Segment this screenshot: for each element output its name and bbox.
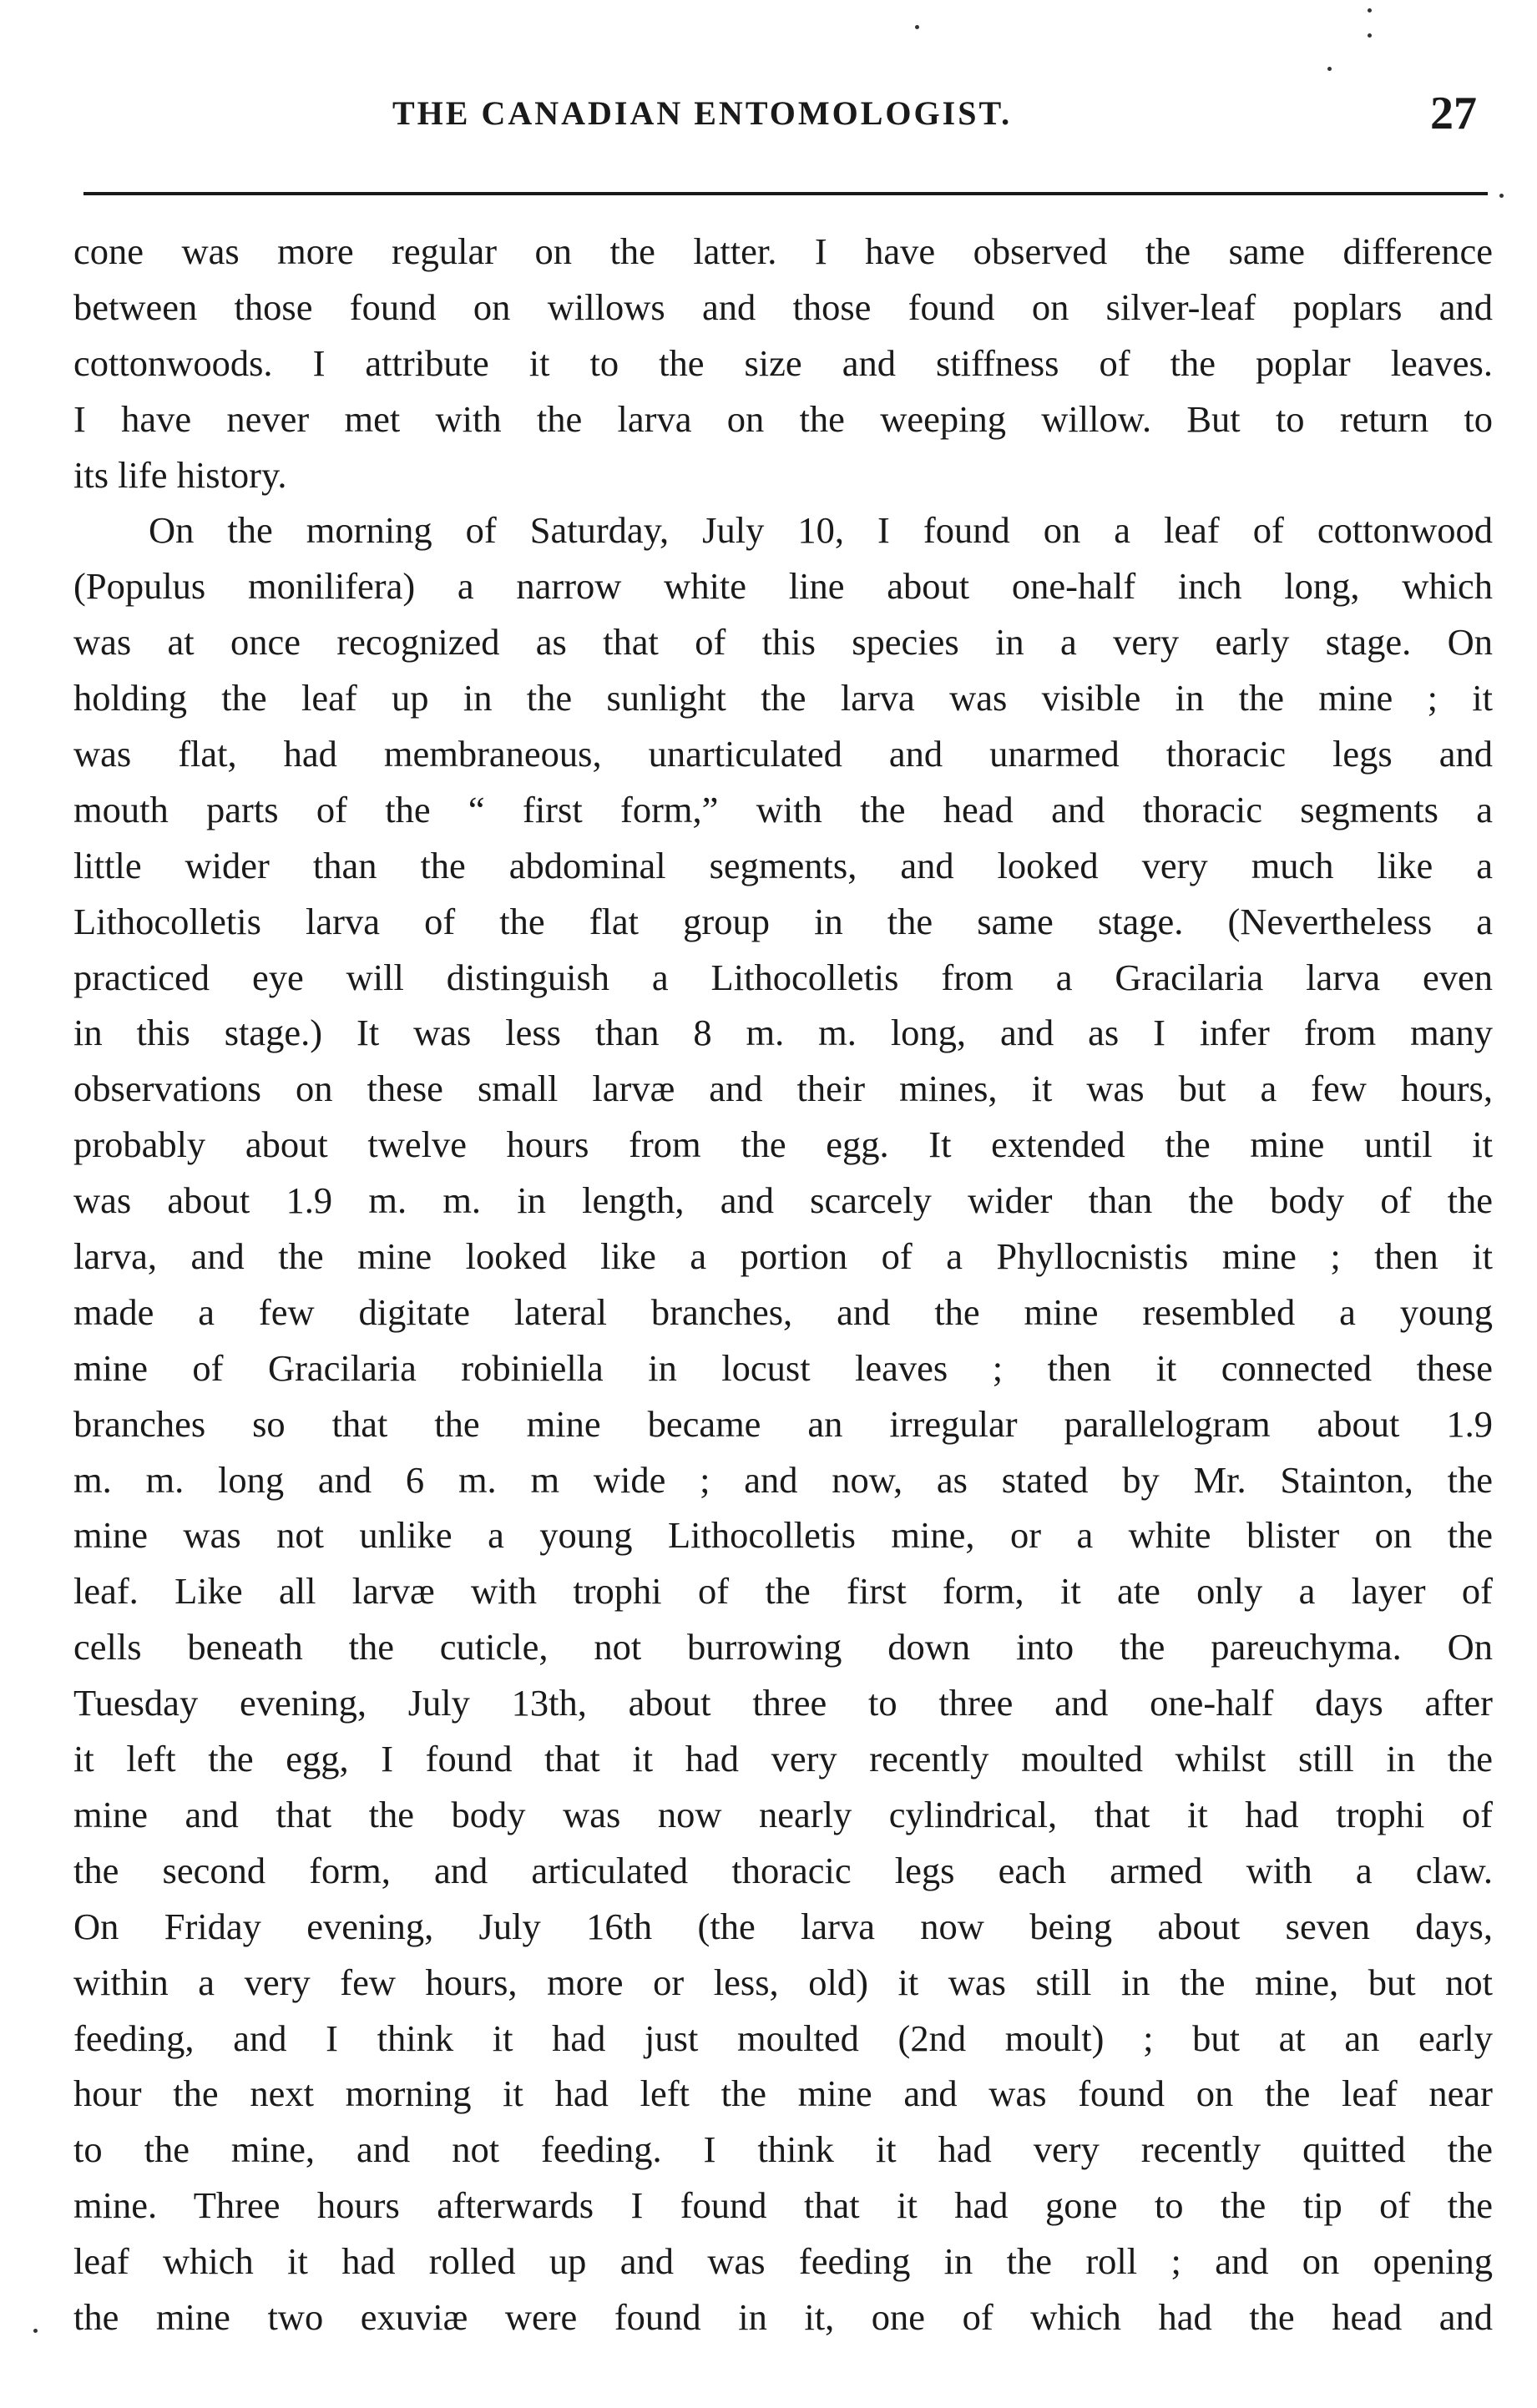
text-line: the mine two exuviæ were found in it, one of which had the head and — [73, 2295, 1493, 2338]
scan-speck — [915, 25, 919, 29]
text-line: mine of Gracilaria robiniella in locust leaves ; then it connected these — [73, 1346, 1493, 1389]
text-line: within a very few hours, more or less, old) it was still in the mine, but not — [73, 1961, 1493, 2003]
text-line: mouth parts of the “ first form,” with the head and thoracic segments a — [73, 788, 1493, 830]
scan-speck — [1327, 67, 1332, 71]
text-line: On Friday evening, July 16th (the larva now being about seven days, — [73, 1905, 1493, 1947]
text-line: holding the leaf up in the sunlight the larva was visible in the mine ; it — [73, 677, 1493, 719]
text-line: observations on these small larvæ and their mines, it was but a few hours, — [73, 1068, 1493, 1110]
text-line: the second form, and articulated thoracic legs each armed with a claw. — [73, 1849, 1493, 1891]
text-line: On the morning of Saturday, July 10, I found on a leaf of cottonwood — [149, 509, 1493, 552]
text-line: I have never met with the larva on the weeping willow. But to return to — [73, 397, 1493, 440]
text-line: hour the next morning it had left the mine and was found on the leaf near — [73, 2072, 1493, 2115]
body-text — [73, 224, 1493, 2345]
text-line: cells beneath the cuticle, not burrowing down into the pareuchyma. On — [73, 1626, 1493, 1668]
scan-speck — [33, 2329, 38, 2333]
text-line: larva, and the mine looked like a portion of a Phyllocnistis mine ; then it — [73, 1235, 1493, 1278]
text-line: mine was not unlike a young Lithocolletis mine, or a white blister on the — [73, 1514, 1493, 1557]
text-line: leaf. Like all larvæ with trophi of the first form, it ate only a layer of — [73, 1570, 1493, 1613]
scan-speck — [1499, 194, 1504, 198]
text-line: probably about twelve hours from the egg. It extended the mine until it — [73, 1123, 1493, 1166]
text-line: leaf which it had rolled up and was feeding in the roll ; and on opening — [73, 2240, 1493, 2283]
text-line: between those found on willows and those found on silver-leaf poplars and — [73, 285, 1493, 328]
text-line: m. m. long and 6 m. m wide ; and now, as stated by Mr. Stainton, the — [73, 1458, 1493, 1501]
text-line: feeding, and I think it had just moulted (2nd moult) ; but at an early — [73, 2017, 1493, 2059]
text-line: its life history. — [73, 453, 287, 496]
text-line: cottonwoods. I attribute it to the size and stiffness of the poplar leaves. — [73, 341, 1493, 384]
text-line: cone was more regular on the latter. I have observed the same difference — [73, 230, 1493, 272]
text-line: was about 1.9 m. m. in length, and scarcely wider than the body of the — [73, 1179, 1493, 1222]
text-line: Lithocolletis larva of the flat group in the same stage. (Nevertheless a — [73, 900, 1493, 942]
text-line: was at once recognized as that of this species in a very early stage. On — [73, 621, 1493, 664]
text-line: mine. Three hours afterwards I found that it had gone to the tip of the — [73, 2184, 1493, 2227]
scan-speck — [1368, 33, 1372, 38]
page-number: 27 — [1430, 88, 1477, 139]
scan-speck — [1368, 8, 1372, 13]
text-line: Tuesday evening, July 13th, about three to three and one-half days after — [73, 1682, 1493, 1724]
text-line: made a few digitate lateral branches, and the mine resembled a young — [73, 1290, 1493, 1333]
text-line: little wider than the abdominal segments, and looked very much like a — [73, 844, 1493, 886]
running-head-title: THE CANADIAN ENTOMOLOGIST. — [392, 94, 1013, 132]
text-line: was flat, had membraneous, unarticulated and unarmed thoracic legs and — [73, 733, 1493, 775]
text-line: to the mine, and not feeding. I think it had very recently quitted the — [73, 2128, 1493, 2171]
text-line: (Populus monilifera) a narrow white line about one-half inch long, which — [73, 565, 1493, 608]
text-line: mine and that the body was now nearly cylindrical, that it had trophi of — [73, 1793, 1493, 1835]
text-line: in this stage.) It was less than 8 m. m. long, and as I infer from many — [73, 1012, 1493, 1054]
text-line: it left the egg, I found that it had very recently moulted whilst still in the — [73, 1738, 1493, 1780]
text-line: practiced eye will distinguish a Lithocolletis from a Gracilaria larva even — [73, 956, 1493, 998]
header-rule-divider — [83, 192, 1488, 195]
text-line: branches so that the mine became an irregular parallelogram about 1.9 — [73, 1402, 1493, 1445]
